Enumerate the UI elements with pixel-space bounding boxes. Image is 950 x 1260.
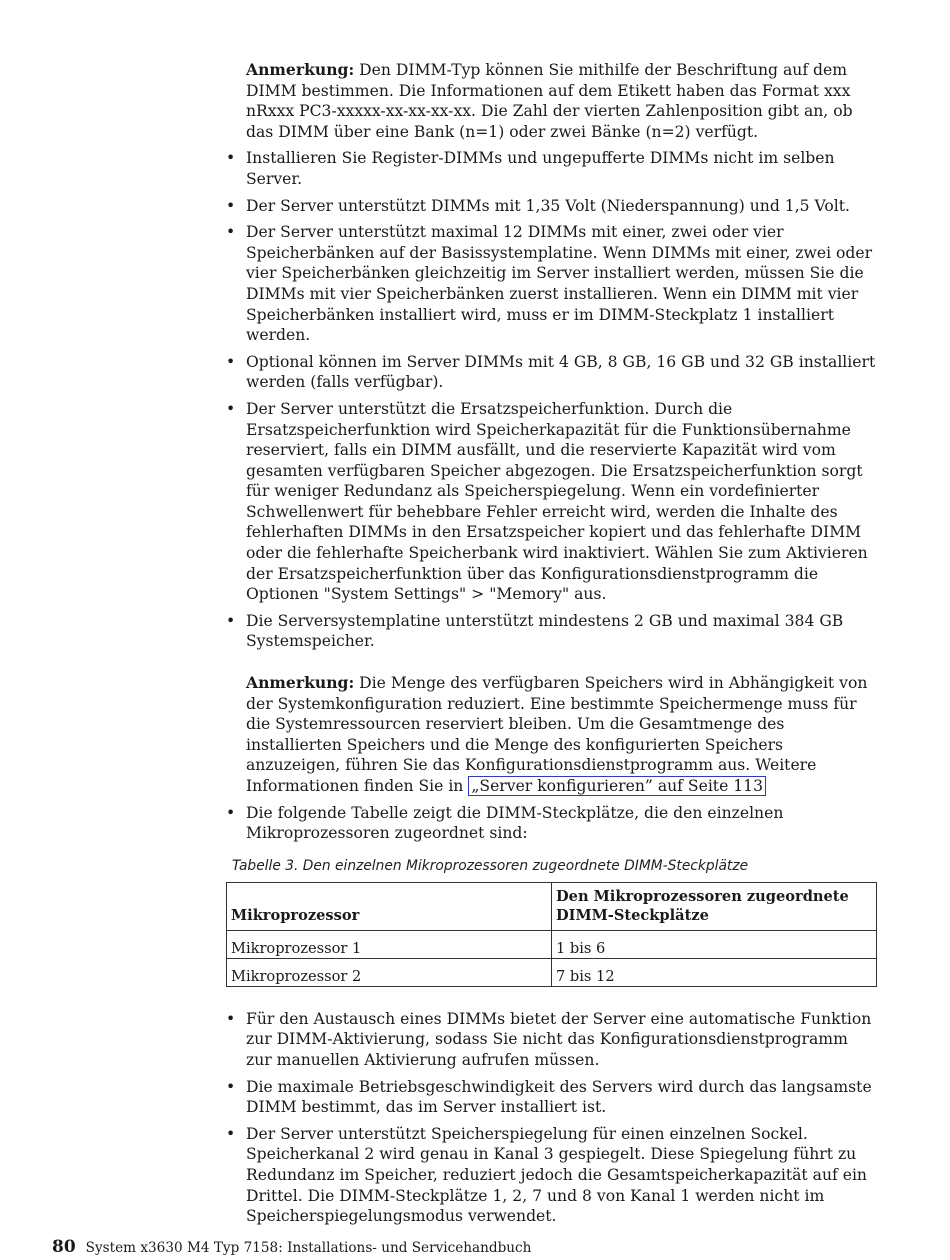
bullet-icon: • bbox=[226, 196, 236, 215]
list-item: • Der Server unterstützt Speicherspiegelung für einen einzelnen Sockel. Speicherkanal 2 wird genau in Kanal 3 gespiegelt. Diese Spiegelung führt zu Redundanz im Speicher, reduziert jedoch die Gesamtspeicherkapazität auf ein Drittel. Die DIMM-Steckplätze 1, 2, 7 und 8 von Kanal 1 werden nicht im Speicherspiegelungsmodus verwendet. bbox=[226, 1124, 867, 1226]
bullet-list-a bbox=[226, 148, 878, 652]
list-item-table-intro: • Die folgende Tabelle zeigt die DIMM-Steckplätze, die den einzelnen Mikroprozessoren zugeordnet sind: bbox=[226, 803, 784, 843]
bullet-icon: • bbox=[226, 1124, 236, 1143]
bullet-icon: • bbox=[226, 803, 236, 822]
list-item: • Installieren Sie Register-DIMMs und ungepufferte DIMMs nicht im selben Server. bbox=[226, 149, 835, 188]
bullet-icon: • bbox=[226, 1009, 236, 1028]
table-row bbox=[227, 930, 877, 958]
table-row bbox=[227, 958, 877, 986]
dimm-slot-table bbox=[226, 882, 877, 987]
list-item: • Die Serversystemplatine unterstützt mindestens 2 GB und maximal 384 GB Systemspeicher. bbox=[226, 611, 844, 651]
column-header-processor: Mikroprozessor bbox=[227, 882, 552, 930]
table-caption: Tabelle 3. Den einzelnen Mikroprozessoren zugeordnete DIMM-Steckplätze bbox=[232, 857, 749, 874]
page-footer bbox=[52, 1237, 531, 1257]
table-cell: 7 bis 12 bbox=[552, 958, 877, 986]
column-header-slots: Den Mikroprozessoren zugeordnete DIMM-Steckplätze bbox=[552, 882, 877, 930]
list-item: • Der Server unterstützt maximal 12 DIMMs mit einer, zwei oder vier Speicherbänken auf der Basissystemplatine. Wenn DIMMs mit einer, zwei oder vier Speicherbänken gleichzeitig im Server installiert werden, müssen Sie die DIMMs mit vier Speicherbänken zuerst installieren. Wenn ein DIMM mit vier Speicherbänken installiert wird, muss er im DIMM-Steckplatz 1 installiert werden. bbox=[226, 223, 873, 345]
bullet-icon: • bbox=[226, 352, 236, 371]
note-dimm-type bbox=[246, 60, 878, 142]
table-cell: Mikroprozessor 1 bbox=[227, 930, 552, 958]
table-cell: 1 bis 6 bbox=[552, 930, 877, 958]
server-configure-link[interactable]: „Server konfigurieren” auf Seite 113 bbox=[468, 776, 766, 796]
bullet-icon: • bbox=[226, 611, 236, 630]
list-item: • Die maximale Betriebsgeschwindigkeit des Servers wird durch das langsamste DIMM bestimmt, das im Server installiert ist. bbox=[226, 1077, 872, 1117]
bullet-icon: • bbox=[226, 149, 236, 168]
list-item: • Der Server unterstützt DIMMs mit 1,35 Volt (Niederspannung) und 1,5 Volt. bbox=[226, 196, 850, 215]
bullet-icon: • bbox=[226, 399, 236, 418]
table-header-row bbox=[227, 882, 877, 930]
table-cell: Mikroprozessor 2 bbox=[227, 958, 552, 986]
note-memory bbox=[246, 673, 878, 797]
bullet-icon: • bbox=[226, 223, 236, 242]
footer-title: System x3630 M4 Typ 7158: Installations- und Servicehandbuch bbox=[85, 1240, 532, 1256]
list-item: • Optional können im Server DIMMs mit 4 GB, 8 GB, 16 GB und 32 GB installiert werden (falls verfügbar). bbox=[226, 352, 876, 392]
page-number: 80 bbox=[52, 1237, 76, 1257]
note-label: Anmerkung: bbox=[246, 673, 355, 693]
bullet-icon: • bbox=[226, 1077, 236, 1096]
page-content bbox=[226, 60, 878, 1233]
list-item: • Der Server unterstützt die Ersatzspeicherfunktion. Durch die Ersatzspeicherfunktion wird Speicherkapazität für die Funktionsübernahme reserviert, falls ein DIMM ausfällt, und die reservierte Kapazität wird vom gesamten verfügbaren Speicher abgezogen. Die Ersatzspeicherfunktion sorgt für weniger Redundanz als Speicherspiegelung. Wenn ein vordefinierter Schwellenwert für behebbare Fehler erreicht wird, werden die Inhalte des fehlerhaften DIMMs in den Ersatzspeicher kopiert und das fehlerhafte DIMM oder die fehlerhafte Speicherbank wird inaktiviert. Wählen Sie zum Aktivieren der Ersatzspeicherfunktion über das Konfigurationsdienstprogramm die Optionen "System Settings" > "Memory" aus. bbox=[226, 399, 868, 604]
list-item: • Für den Austausch eines DIMMs bietet der Server eine automatische Funktion zur DIMM-Aktivierung, sodass Sie nicht das Konfigurationsdienstprogramm zur manuellen Aktivierung aufrufen müssen. bbox=[226, 1009, 872, 1069]
bullet-list-b bbox=[226, 1009, 878, 1227]
note-text: Den DIMM-Typ können Sie mithilfe der Beschriftung auf dem DIMM bestimmen. Die Informationen auf dem Etikett haben das Format xxx nRxxx PC3-xxxxx-xx-xx-xx-xx. Die Zahl der vierten Zahlenposition gibt an, ob das DIMM über eine Bank (n=1) oder zwei Bänke (n=2) verfügt. bbox=[246, 61, 853, 141]
note-label: Anmerkung: bbox=[246, 60, 355, 79]
note-text: Die Menge des verfügbaren Speichers wird in Abhängigkeit von der Systemkonfiguration reduziert. Eine bestimmte Speichermenge muss für die Systemressourcen reserviert bleiben. Um die Gesamtmenge des installierten Speichers und die Menge des konfigurierten Speichers anzuzeigen, führen Sie das Konfigurationsdienstprogramm aus. Weitere Informationen finden Sie in bbox=[246, 674, 868, 795]
